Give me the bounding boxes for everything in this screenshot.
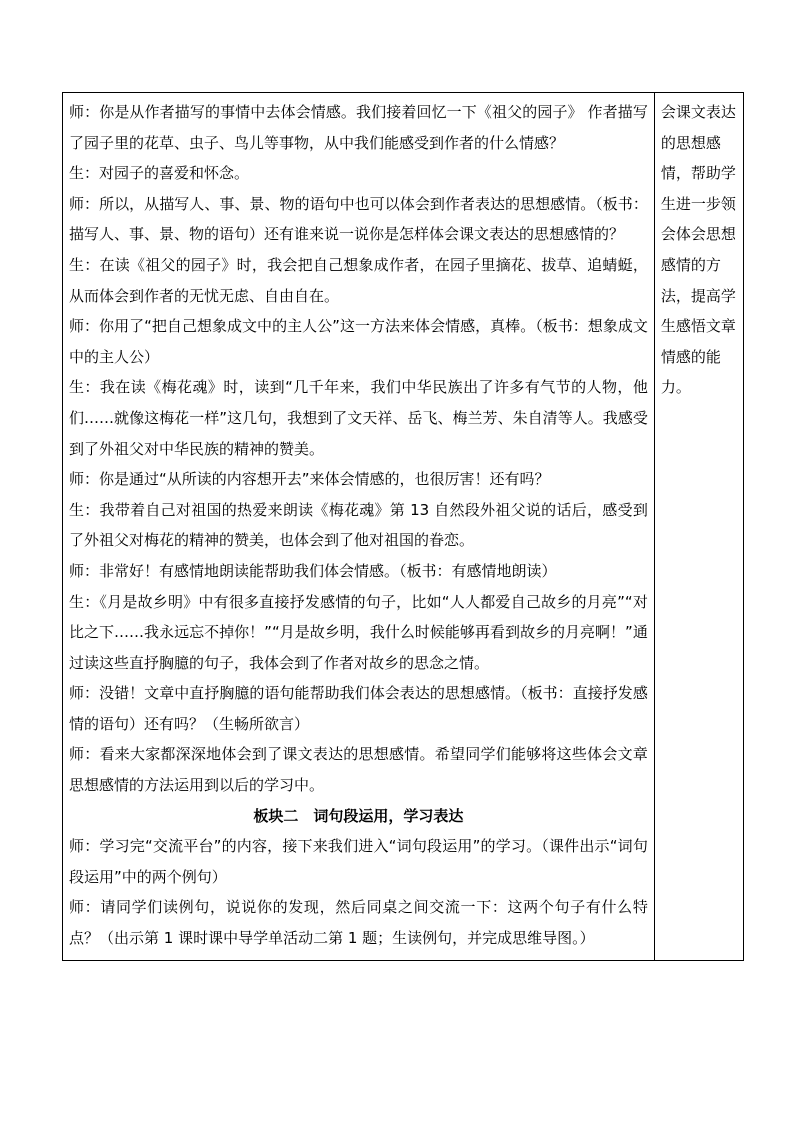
dialogue-paragraph: 师：学习完“交流平台”的内容，接下来我们进入“词句段运用”的学习。（课件出示“词句段运用”中的两个例句） [69, 837, 648, 886]
dialogue-paragraph: 师：非常好！有感情地朗读能帮助我们体会情感。（板书：有感情地朗读） [69, 561, 557, 580]
dialogue-paragraph: 师：没错！文章中直抒胸臆的语句能帮助我们体会表达的思想感情。（板书：直接抒发感情的语句）还有吗？（生畅所欲言） [69, 684, 648, 733]
lesson-row [63, 93, 744, 961]
design-intent-cell [654, 93, 743, 961]
dialogue-paragraph: 师：你是通过“从所读的内容想开去”来体会情感的，也很厉害！还有吗？ [69, 470, 550, 489]
design-intent-text: 会课文表达的思想感情，帮助学生进一步领会体会思想感情的方法，提高学生感悟文章情感的能力。 [660, 103, 736, 397]
lesson-table [62, 92, 744, 961]
dialogue-paragraph: 师：请同学们读例句，说说你的发现，然后同桌之间交流一下：这两个句子有什么特点？（出示第 1 课时课中导学单活动二第 1 题；生读例句，并完成思维导图。） [69, 898, 648, 948]
dialogue-paragraph: 生：我在读《梅花魂》时，读到“几千年来，我们中华民族出了许多有气节的人物，他们……就像这梅花一样”这几句，我想到了文天祥、岳飞、梅兰芳、朱自清等人。我感受到了外祖父对中华民族的精神的赞美。 [69, 378, 648, 458]
dialogue-paragraph: 师：看来大家都深深地体会到了课文表达的思想感情。希望同学们能够将这些体会文章思想感情的方法运用到以后的学习中。 [69, 745, 648, 795]
teaching-process-cell [63, 93, 655, 961]
dialogue-paragraph: 师：所以，从描写人、事、景、物的语句中也可以体会到作者表达的思想感情。（板书：描写人、事、景、物的语句）还有谁来说一说你是怎样体会课文表达的思想感情的？ [69, 194, 648, 244]
dialogue-paragraph: 生：《月是故乡明》中有很多直接抒发感情的句子，比如“人人都爱自己故乡的月亮”“对比之下……我永远忘不掉你！”“月是故乡明，我什么时候能够再看到故乡的月亮啊！”通过读这些直抒胸臆的句子，我体会到了作者对故乡的思念之情。 [69, 592, 648, 672]
dialogue-paragraph: 生：对园子的喜爱和怀念。 [69, 164, 250, 183]
dialogue-paragraph: 师：你用了“把自己想象成文中的主人公”这一方法来体会情感，真棒。（板书：想象成文中的主人公） [69, 317, 648, 366]
dialogue-paragraph: 生：我带着自己对祖国的热爱来朗读《梅花魂》第 13 自然段外祖父说的话后，感受到了外祖父对梅花的精神的赞美，也体会到了他对祖国的眷恋。 [69, 500, 648, 550]
section-heading: 板块二 词句段运用，学习表达 [253, 806, 464, 825]
dialogue-paragraph: 师：你是从作者描写的事情中去体会情感。我们接着回忆一下《祖父的园子》 作者描写了园子里的花草、虫子、鸟儿等事物，从中我们能感受到作者的什么情感？ [69, 103, 648, 152]
dialogue-paragraph: 生：在读《祖父的园子》时，我会把自己想象成作者，在园子里摘花、拔草、追蜻蜓，从而体会到作者的无忧无虑、自由自在。 [69, 255, 648, 305]
